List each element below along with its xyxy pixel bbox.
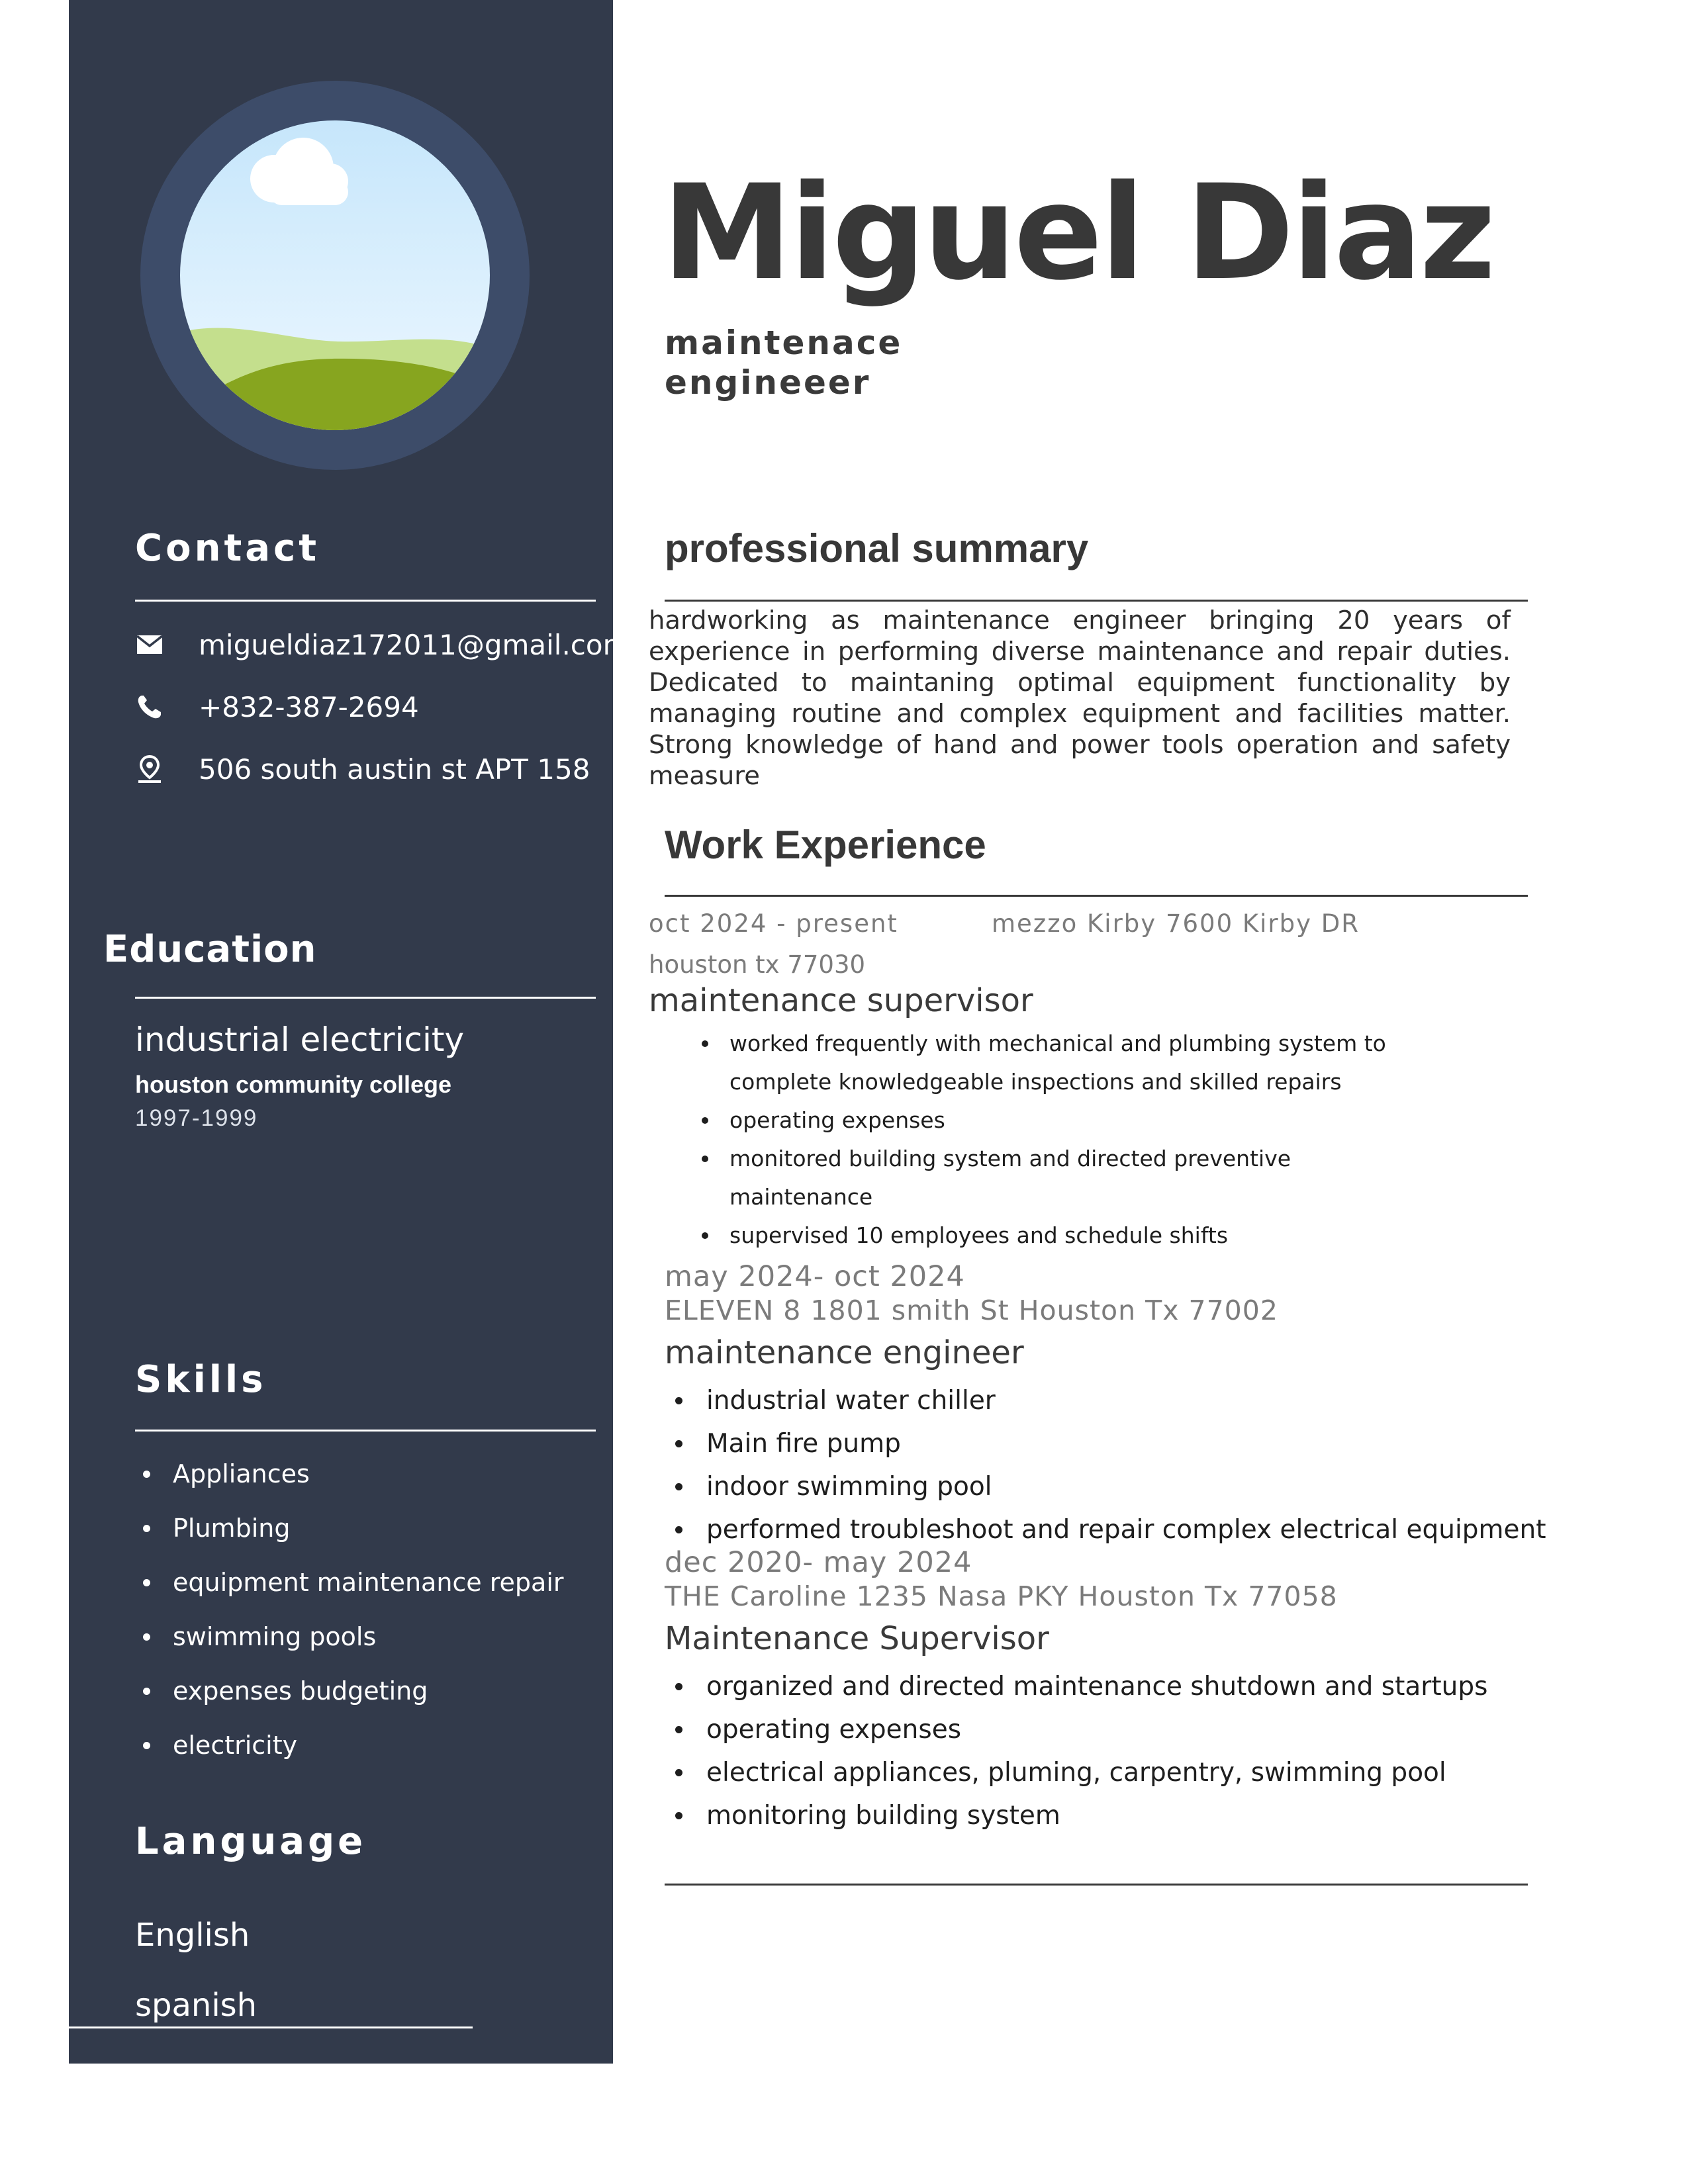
job-duty: Main fire pump xyxy=(675,1422,1546,1465)
education-degree: industrial electricity xyxy=(135,1021,465,1059)
job-duty: organized and directed maintenance shutdown and startups xyxy=(675,1665,1487,1708)
job-duty: industrial water chiller xyxy=(675,1379,1546,1422)
education-divider xyxy=(135,997,596,999)
experience-heading: Work Experience xyxy=(665,823,986,867)
summary-text: hardworking as maintenance engineer bringing 20 years of experience in performing diverse maintenance and repair duties. Dedicated to maintaning optimal equipment functionality by managing routine and complex equipment and facilities matter. Strong knowledge of hand and power tools operation and safety measure xyxy=(649,606,1511,791)
job-role xyxy=(665,323,902,402)
contact-heading: Contact xyxy=(135,527,320,570)
skill-item: Plumbing xyxy=(143,1501,564,1555)
skills-list xyxy=(143,1447,564,1772)
job-duty: monitoring building system xyxy=(675,1794,1487,1837)
skill-item: expenses budgeting xyxy=(143,1664,564,1718)
summary-heading: professional summary xyxy=(665,526,1089,570)
job-duties-list xyxy=(702,1024,1386,1255)
job-duty: electrical appliances, pluming, carpentry, swimming pool xyxy=(675,1751,1487,1794)
language-underline xyxy=(69,2026,473,2028)
education-years: 1997-1999 xyxy=(135,1105,258,1131)
contact-phone[interactable]: +832-387-2694 xyxy=(199,690,419,723)
contact-email-row xyxy=(135,625,630,664)
job-dates: oct 2024 - present xyxy=(649,909,898,938)
contact-address-row xyxy=(135,749,590,789)
job-duty: monitored building system and directed preventive xyxy=(702,1140,1386,1178)
experience-end-divider xyxy=(665,1884,1528,1886)
job-role-line: engineeer xyxy=(665,363,871,402)
job-duty: indoor swimming pool xyxy=(675,1465,1546,1508)
skill-item: Appliances xyxy=(143,1447,564,1501)
profile-photo-placeholder xyxy=(180,120,490,430)
job-duty: supervised 10 employees and schedule shifts xyxy=(702,1216,1386,1255)
map-pin-icon xyxy=(135,754,164,784)
phone-icon xyxy=(135,692,164,721)
candidate-name: Miguel Diaz xyxy=(662,156,1493,309)
education-heading: Education xyxy=(103,928,317,971)
skill-item: swimming pools xyxy=(143,1610,564,1664)
landscape-image-icon xyxy=(180,120,490,430)
education-school: houston community college xyxy=(135,1071,452,1098)
job-role-line: maintenace xyxy=(665,324,903,362)
language-item: spanish xyxy=(135,1987,258,2024)
skill-item: equipment maintenance repair xyxy=(143,1555,564,1610)
envelope-icon xyxy=(135,630,164,659)
profile-photo-frame xyxy=(140,81,530,470)
job-duty: performed troubleshoot and repair complex electrical equipment xyxy=(675,1508,1546,1551)
language-heading: Language xyxy=(135,1820,367,1863)
experience-divider xyxy=(665,895,1528,897)
job-title: maintenance engineer xyxy=(665,1334,1024,1371)
job-duty: maintenance xyxy=(729,1184,873,1210)
job-location: THE Caroline 1235 Nasa PKY Houston Tx 77058 xyxy=(665,1580,1338,1612)
job-title: Maintenance Supervisor xyxy=(665,1620,1049,1657)
contact-phone-row xyxy=(135,687,419,727)
job-location: ELEVEN 8 1801 smith St Houston Tx 77002 xyxy=(665,1295,1278,1326)
skills-divider xyxy=(135,1430,596,1432)
job-location: houston tx 77030 xyxy=(649,950,866,979)
skills-heading: Skills xyxy=(135,1358,267,1401)
contact-divider xyxy=(135,600,596,602)
job-duties-list xyxy=(675,1379,1546,1551)
job-duties-list xyxy=(675,1665,1487,1837)
summary-divider xyxy=(665,600,1528,602)
language-item: English xyxy=(135,1917,250,1954)
job-duty: operating expenses xyxy=(702,1101,1386,1140)
contact-email[interactable]: migueldiaz172011@gmail.com xyxy=(199,628,630,661)
job-dates: dec 2020- may 2024 xyxy=(665,1546,972,1579)
job-duty: complete knowledgeable inspections and skilled repairs xyxy=(729,1069,1342,1095)
job-company: mezzo Kirby 7600 Kirby DR xyxy=(992,909,1360,938)
skill-item: electricity xyxy=(143,1718,564,1772)
job-duty: operating expenses xyxy=(675,1708,1487,1751)
job-title: maintenance supervisor xyxy=(649,982,1033,1019)
job-dates: may 2024- oct 2024 xyxy=(665,1260,965,1293)
job-duty: worked frequently with mechanical and plumbing system to xyxy=(702,1024,1386,1063)
contact-address: 506 south austin st APT 158 xyxy=(199,752,590,786)
